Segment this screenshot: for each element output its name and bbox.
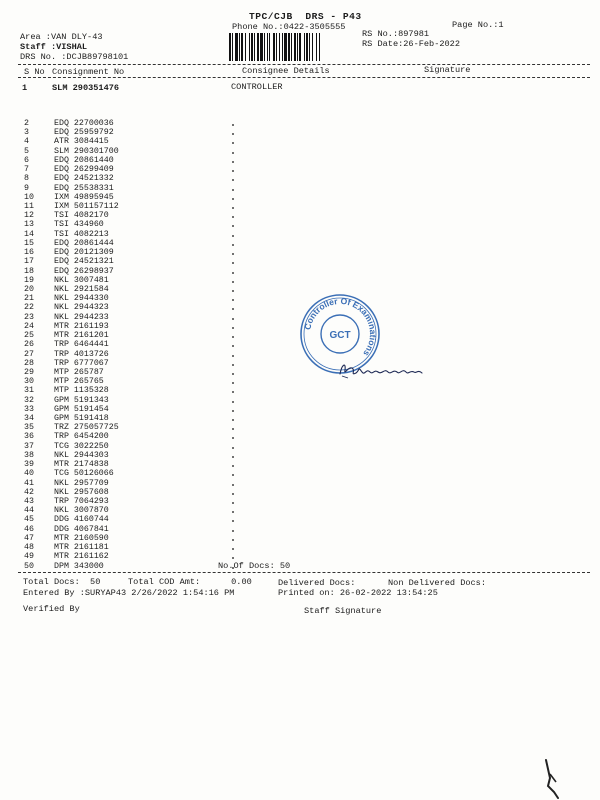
verified-by: Verified By (23, 604, 80, 614)
row-consignment: TSI 4082213 (54, 229, 109, 239)
row-sno: 15 (24, 238, 34, 248)
row-consignment: EDQ 25959792 (54, 128, 114, 138)
consignee-dot (232, 318, 234, 320)
list-item (18, 451, 268, 460)
row-consignment: IXM 49895945 (54, 192, 114, 202)
list-item (18, 534, 268, 543)
row-consignment: MTR 2161181 (54, 543, 109, 553)
column-sno: S No (24, 67, 45, 77)
row-consignment: MTR 2161193 (54, 321, 109, 331)
row-sno: 43 (24, 497, 34, 507)
row-sno: 27 (24, 349, 34, 359)
row-sno: 12 (24, 211, 34, 221)
page-number: Page No.:1 (452, 20, 504, 30)
consignee-dot (232, 401, 234, 403)
list-item (18, 193, 268, 202)
row-sno: 6 (24, 155, 29, 165)
row-sno: 31 (24, 386, 34, 396)
list-item (18, 313, 268, 322)
row-consignment: DDG 4067841 (54, 524, 109, 534)
row-consignment: EDQ 20861440 (54, 155, 114, 165)
row-consignment: EDQ 25538331 (54, 183, 114, 193)
list-item (18, 165, 268, 174)
row-sno: 44 (24, 506, 34, 516)
row-consignment: EDQ 24521321 (54, 257, 114, 267)
seal-ring-text: Controller Of Examinations (302, 295, 379, 359)
list-item (18, 276, 268, 285)
list-item (18, 497, 268, 506)
row-sno: 21 (24, 294, 34, 304)
staff-label: Staff :VISHAL (20, 42, 88, 52)
list-item (18, 303, 268, 312)
handwritten-signature (338, 360, 430, 382)
list-item (18, 515, 268, 524)
list-item (18, 396, 268, 405)
list-item (18, 331, 268, 340)
list-item (18, 488, 268, 497)
column-consignment: Consignment No (52, 67, 125, 77)
first-row-consignment: SLM 290351476 (52, 83, 120, 93)
consignee-dot (232, 355, 234, 357)
list-item (18, 230, 268, 239)
printed-on: Printed on: 26-02-2022 13:54:25 (278, 588, 438, 598)
consignee-dot (232, 410, 234, 412)
row-consignment: TRP 6454200 (54, 432, 109, 442)
consignee-dot (232, 502, 234, 504)
row-sno: 36 (24, 432, 34, 442)
row-sno: 41 (24, 478, 34, 488)
area-label: Area :VAN DLY-43 (20, 32, 103, 42)
row-sno: 28 (24, 358, 34, 368)
column-signature: Signature (424, 65, 471, 75)
row-consignment: TSI 4082170 (54, 211, 109, 221)
row-consignment: MTR 2174838 (54, 460, 109, 470)
consignee-dot (232, 152, 234, 154)
consignee-dot (232, 530, 234, 532)
row-sno: 17 (24, 257, 34, 267)
list-item (18, 128, 268, 137)
consignee-dot (232, 364, 234, 366)
consignee-dot (232, 198, 234, 200)
row-consignment: MTP 265765 (54, 377, 104, 387)
row-consignment: NKL 2957709 (54, 478, 109, 488)
row-sno: 38 (24, 450, 34, 460)
row-consignment: IXM 501157112 (54, 201, 119, 211)
consignee-dot (232, 447, 234, 449)
row-sno: 37 (24, 441, 34, 451)
row-sno: 46 (24, 524, 34, 534)
row-consignment: GPM 5191343 (54, 395, 109, 405)
list-item (18, 220, 268, 229)
list-item (18, 119, 268, 128)
row-consignment: GPM 5191418 (54, 414, 109, 424)
consignee-dot (232, 272, 234, 274)
row-sno: 4 (24, 137, 29, 147)
list-item (18, 147, 268, 156)
pen-mark (528, 752, 568, 800)
barcode-image (229, 33, 353, 61)
row-consignment: EDQ 22700036 (54, 119, 114, 128)
row-sno: 18 (24, 266, 34, 276)
seal-center-text: GCT (329, 330, 351, 341)
row-consignment: NKL 2921584 (54, 284, 109, 294)
row-consignment: MTR 2160590 (54, 533, 109, 543)
row-consignment: DDG 4160744 (54, 515, 109, 525)
list-item (18, 340, 268, 349)
row-consignment: MTP 1135328 (54, 386, 109, 396)
staff-signature: Staff Signature (304, 606, 382, 616)
consignee-dot (232, 493, 234, 495)
list-item (18, 137, 268, 146)
list-item (18, 359, 268, 368)
row-consignment: EDQ 20121309 (54, 248, 114, 258)
consignee-dot (232, 235, 234, 237)
row-sno: 47 (24, 533, 34, 543)
row-consignment: ATR 3084415 (54, 137, 109, 147)
consignee-dot (232, 484, 234, 486)
list-item (18, 248, 268, 257)
list-item (18, 543, 268, 552)
delivered-docs: Delivered Docs: (278, 578, 356, 588)
row-consignment: TCG 3022250 (54, 441, 109, 451)
row-consignment: MTR 2161201 (54, 331, 109, 341)
row-consignment: EDQ 26298937 (54, 266, 114, 276)
row-consignment: NKL 2944323 (54, 303, 109, 313)
row-consignment: MTR 2161162 (54, 552, 109, 562)
row-consignment: TRP 6777067 (54, 358, 109, 368)
row-consignment: NKL 2944303 (54, 450, 109, 460)
consignee-dot (232, 419, 234, 421)
list-item (18, 322, 268, 331)
list-item (18, 469, 268, 478)
list-item (18, 156, 268, 165)
consignee-dot (232, 189, 234, 191)
row-sno: 9 (24, 183, 29, 193)
list-item (18, 479, 268, 488)
row-sno: 19 (24, 275, 34, 285)
phone-number: Phone No.:0422-3505555 (232, 22, 346, 32)
list-item (18, 257, 268, 266)
row-sno: 29 (24, 367, 34, 377)
row-sno: 7 (24, 165, 29, 175)
drs-title: TPC/CJB DRS - P43 (249, 11, 362, 22)
list-item (18, 294, 268, 303)
consignee-dot (232, 281, 234, 283)
row-sno: 14 (24, 229, 34, 239)
consignee-dot (232, 539, 234, 541)
list-item (18, 285, 268, 294)
row-sno: 10 (24, 192, 34, 202)
row-sno: 34 (24, 414, 34, 424)
row-sno: 26 (24, 340, 34, 350)
row-sno: 33 (24, 404, 34, 414)
list-item (18, 460, 268, 469)
row-consignment: TCG 50126066 (54, 469, 114, 479)
list-item (18, 211, 268, 220)
row-consignment: DPM 343000 (54, 561, 104, 571)
row-sno: 30 (24, 377, 34, 387)
list-item (18, 432, 268, 441)
row-consignment: NKL 3007481 (54, 275, 109, 285)
row-sno: 3 (24, 128, 29, 138)
row-sno: 32 (24, 395, 34, 405)
consignee-dot (232, 124, 234, 126)
row-consignment: TRZ 275057725 (54, 423, 119, 433)
consignee-dot (232, 373, 234, 375)
list-item (18, 239, 268, 248)
list-item (18, 350, 268, 359)
header-rule-bottom (18, 77, 590, 78)
row-sno: 5 (24, 146, 29, 156)
row-sno: 45 (24, 515, 34, 525)
list-item (18, 377, 268, 386)
list-item (18, 386, 268, 395)
row-consignment: NKL 2944330 (54, 294, 109, 304)
row-sno: 25 (24, 331, 34, 341)
consignee-dot (232, 290, 234, 292)
first-row-sno: 1 (22, 83, 28, 93)
row-consignment: NKL 2957608 (54, 487, 109, 497)
row-consignment: NKL 3007870 (54, 506, 109, 516)
row-consignment: SLM 290301700 (54, 146, 119, 156)
row-consignment: NKL 2944233 (54, 312, 109, 322)
rs-date: RS Date:26-Feb-2022 (362, 39, 460, 49)
row-consignment: EDQ 26299409 (54, 165, 114, 175)
row-consignment: EDQ 24521332 (54, 174, 114, 184)
row-sno: 2 (24, 119, 29, 128)
list-item (18, 442, 268, 451)
row-consignment: TRP 7064293 (54, 497, 109, 507)
consignee-dot (232, 161, 234, 163)
column-consignee: Consignee Details (242, 66, 330, 76)
row-sno: 11 (24, 201, 34, 211)
list-item (18, 368, 268, 377)
row-sno: 49 (24, 552, 34, 562)
consignee-dot (232, 327, 234, 329)
list-item (18, 423, 268, 432)
consignee-dot (232, 456, 234, 458)
list-item (18, 414, 268, 423)
list-item (18, 184, 268, 193)
row-consignment: TRP 6464441 (54, 340, 109, 350)
rs-number: RS No.:897981 (362, 29, 430, 39)
total-docs: Total Docs: 50 (23, 577, 101, 587)
list-item (18, 267, 268, 276)
row-consignment: TSI 434960 (54, 220, 104, 230)
consignee-dot (232, 244, 234, 246)
row-sno: 50 (24, 561, 34, 571)
row-sno: 8 (24, 174, 29, 184)
row-sno: 35 (24, 423, 34, 433)
row-sno: 42 (24, 487, 34, 497)
list-item (18, 202, 268, 211)
row-consignment: GPM 5191454 (54, 404, 109, 414)
non-delivered-docs: Non Delivered Docs: (388, 578, 486, 588)
row-sno: 24 (24, 321, 34, 331)
header-rule-top (18, 64, 590, 65)
entered-by: Entered By :SURYAP43 2/26/2022 1:54:16 PM (23, 588, 235, 598)
row-consignment: EDQ 20861444 (54, 238, 114, 248)
no-of-docs: No.Of Docs: 50 (218, 561, 291, 571)
row-sno: 48 (24, 543, 34, 553)
list-item (18, 525, 268, 534)
list-item (18, 506, 268, 515)
row-sno: 16 (24, 248, 34, 258)
row-sno: 39 (24, 460, 34, 470)
list-item (18, 174, 268, 183)
row-consignment: TRP 4013726 (54, 349, 109, 359)
total-cod: Total COD Amt: 0.00 (128, 577, 252, 587)
row-sno: 40 (24, 469, 34, 479)
footer-rule (18, 572, 590, 573)
row-sno: 20 (24, 284, 34, 294)
row-sno: 13 (24, 220, 34, 230)
consignee-dot (232, 207, 234, 209)
row-consignment: MTP 265787 (54, 367, 104, 377)
list-item (18, 405, 268, 414)
first-row-consignee: CONTROLLER (231, 82, 283, 92)
row-sno: 22 (24, 303, 34, 313)
drs-number: DRS No. :DCJB89798101 (20, 52, 129, 62)
row-sno: 23 (24, 312, 34, 322)
